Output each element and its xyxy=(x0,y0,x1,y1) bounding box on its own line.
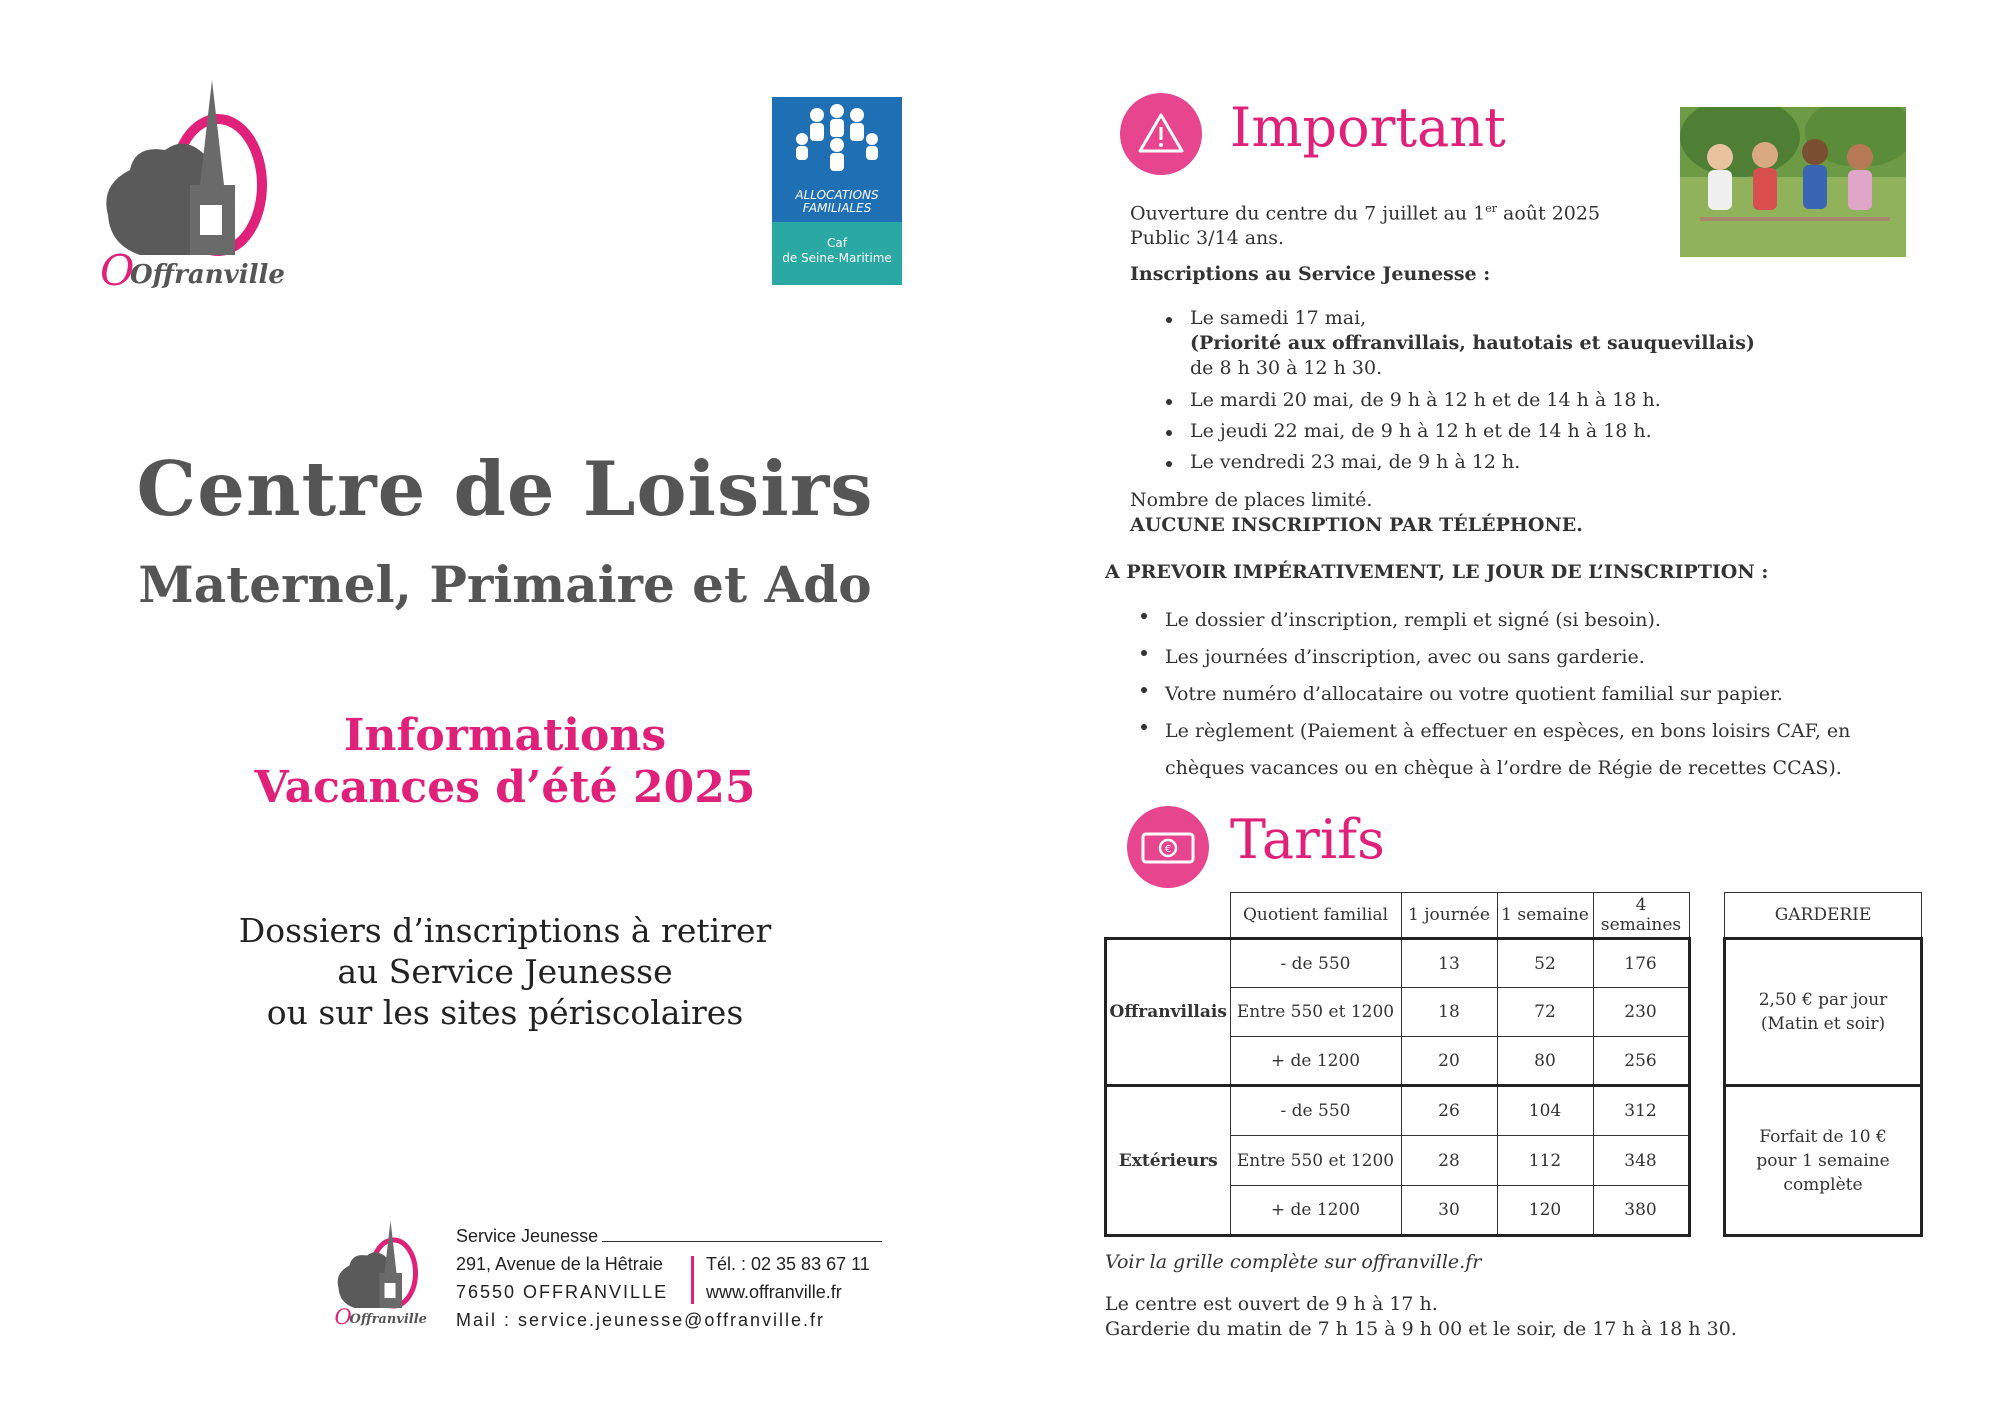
list-item: Votre numéro d’allocataire ou votre quotient familial sur papier. xyxy=(1135,676,1925,713)
caf-figures-icon xyxy=(772,97,902,187)
hours-line1: Le centre est ouvert de 9 h à 17 h. xyxy=(1105,1293,1438,1315)
prevoir-title: A PREVOIR IMPÉRATIVEMENT, LE JOUR DE L’INSCRIPTION : xyxy=(1105,561,1769,583)
opening-block xyxy=(1130,196,1600,251)
places-line: Nombre de places limité. xyxy=(1130,489,1373,511)
group-label: Extérieurs xyxy=(1106,1086,1231,1236)
contact-address2: 76550 OFFRANVILLE xyxy=(456,1282,669,1302)
contact-service: Service Jeunesse xyxy=(456,1226,599,1246)
garderie-cell-daily: 2,50 € par jour (Matin et soir) xyxy=(1725,939,1922,1086)
tarifs-table xyxy=(1104,892,1691,1237)
prevoir-list xyxy=(1135,602,1925,787)
tarifs-heading: Tarifs xyxy=(1230,808,1385,871)
dossier-line3: ou sur les sites périscolaires xyxy=(266,993,744,1032)
money-icon xyxy=(1127,806,1209,888)
list-item: Le vendredi 23 mai, de 9 h à 12 h. xyxy=(1160,450,1760,475)
caf-line3: Caf xyxy=(827,236,847,250)
places-block xyxy=(1130,488,1583,538)
table-row: Entre 550 et 1200 18 72 230 xyxy=(1106,988,1690,1037)
svg-text:O: O xyxy=(334,1305,352,1329)
table-row: Extérieurs - de 550 26 104 312 xyxy=(1106,1086,1690,1136)
table-header: 1 semaine xyxy=(1497,893,1593,939)
contact-web[interactable]: www.offranville.fr xyxy=(706,1282,842,1302)
caf-logo xyxy=(772,97,902,285)
info-line1: Informations xyxy=(343,710,667,761)
opening-line: Ouverture du centre du 7 juillet au 1er août 2025 xyxy=(1130,202,1601,225)
svg-text:Offranville: Offranville xyxy=(349,1312,427,1327)
page-subtitle: Maternel, Primaire et Ado xyxy=(138,555,872,614)
caf-line2: FAMILIALES xyxy=(802,201,872,215)
info-block xyxy=(100,710,910,814)
garderie-table xyxy=(1723,892,1923,1237)
list-item: Le dossier d’inscription, rempli et signé (si besoin). xyxy=(1135,602,1925,639)
page-title: Centre de Loisirs xyxy=(136,445,874,533)
dossier-line1: Dossiers d’inscriptions à retirer xyxy=(238,911,772,950)
offranville-logo-small xyxy=(334,1218,430,1333)
inscriptions-title: Inscriptions au Service Jeunesse : xyxy=(1130,263,1491,285)
list-item: Le mardi 20 mai, de 9 h à 12 h et de 14 h à 18 h. xyxy=(1160,388,1760,413)
garderie-header: GARDERIE xyxy=(1725,893,1922,939)
table-header: 1 journée xyxy=(1401,893,1497,939)
info-line2: Vacances d’été 2025 xyxy=(254,762,756,813)
children-photo xyxy=(1680,107,1906,257)
important-badge xyxy=(1120,93,1202,175)
no-phone-line: AUCUNE INSCRIPTION PAR TÉLÉPHONE. xyxy=(1130,514,1583,536)
svg-text:Offranville: Offranville xyxy=(130,260,285,290)
tarifs-note: Voir la grille complète sur offranville.fr xyxy=(1105,1251,1482,1273)
table-row: Entre 550 et 1200 28 112 348 xyxy=(1106,1136,1690,1186)
table-header: 4 semaines xyxy=(1593,893,1689,939)
important-heading: Important xyxy=(1230,96,1506,159)
contact-tel: Tél. : 02 35 83 67 11 xyxy=(706,1254,870,1274)
dossier-line2: au Service Jeunesse xyxy=(337,952,673,991)
table-row: + de 1200 30 120 380 xyxy=(1106,1186,1690,1236)
garderie-cell-weekly: Forfait de 10 € pour 1 semaine complète xyxy=(1725,1086,1922,1236)
table-row: Offranvillais - de 550 13 52 176 xyxy=(1106,939,1690,988)
list-item: Le jeudi 22 mai, de 9 h à 12 h et de 14 h à 18 h. xyxy=(1160,419,1760,444)
inscription-dates-list xyxy=(1160,306,1760,475)
table-row: + de 1200 20 80 256 xyxy=(1106,1037,1690,1086)
list-item: Le samedi 17 mai, (Priorité aux offranvillais, hautotais et sauquevillais) de 8 h 30 à 12 h 30. xyxy=(1160,306,1760,381)
public-line: Public 3/14 ans. xyxy=(1130,227,1285,250)
contact-block xyxy=(456,1222,882,1334)
contact-address1: 291, Avenue de la Hêtraie xyxy=(456,1254,663,1274)
warning-icon xyxy=(1120,93,1202,175)
list-item: Le règlement (Paiement à effectuer en espèces, en bons loisirs CAF, en chèques vacances ou en chèque à l’ordre de Régie de recettes CCAS). xyxy=(1135,713,1925,787)
offranville-logo xyxy=(100,75,290,305)
tarifs-badge xyxy=(1127,806,1209,888)
svg-text:€: € xyxy=(1164,844,1172,855)
svg-text:O: O xyxy=(100,246,135,295)
hours-block xyxy=(1105,1292,1737,1342)
group-label: Offranvillais xyxy=(1106,939,1231,1086)
contact-mail[interactable]: Mail : service.jeunesse@offranville.fr xyxy=(456,1310,826,1330)
hours-line2: Garderie du matin de 7 h 15 à 9 h 00 et le soir, de 17 h à 18 h 30. xyxy=(1105,1318,1737,1340)
dossier-block xyxy=(100,910,910,1033)
caf-line1: ALLOCATIONS xyxy=(795,188,879,202)
list-item: Les journées d’inscription, avec ou sans garderie. xyxy=(1135,639,1925,676)
contact-underline xyxy=(602,1225,882,1242)
table-header: Quotient familial xyxy=(1230,893,1401,939)
caf-line4: de Seine-Maritime xyxy=(782,251,892,265)
